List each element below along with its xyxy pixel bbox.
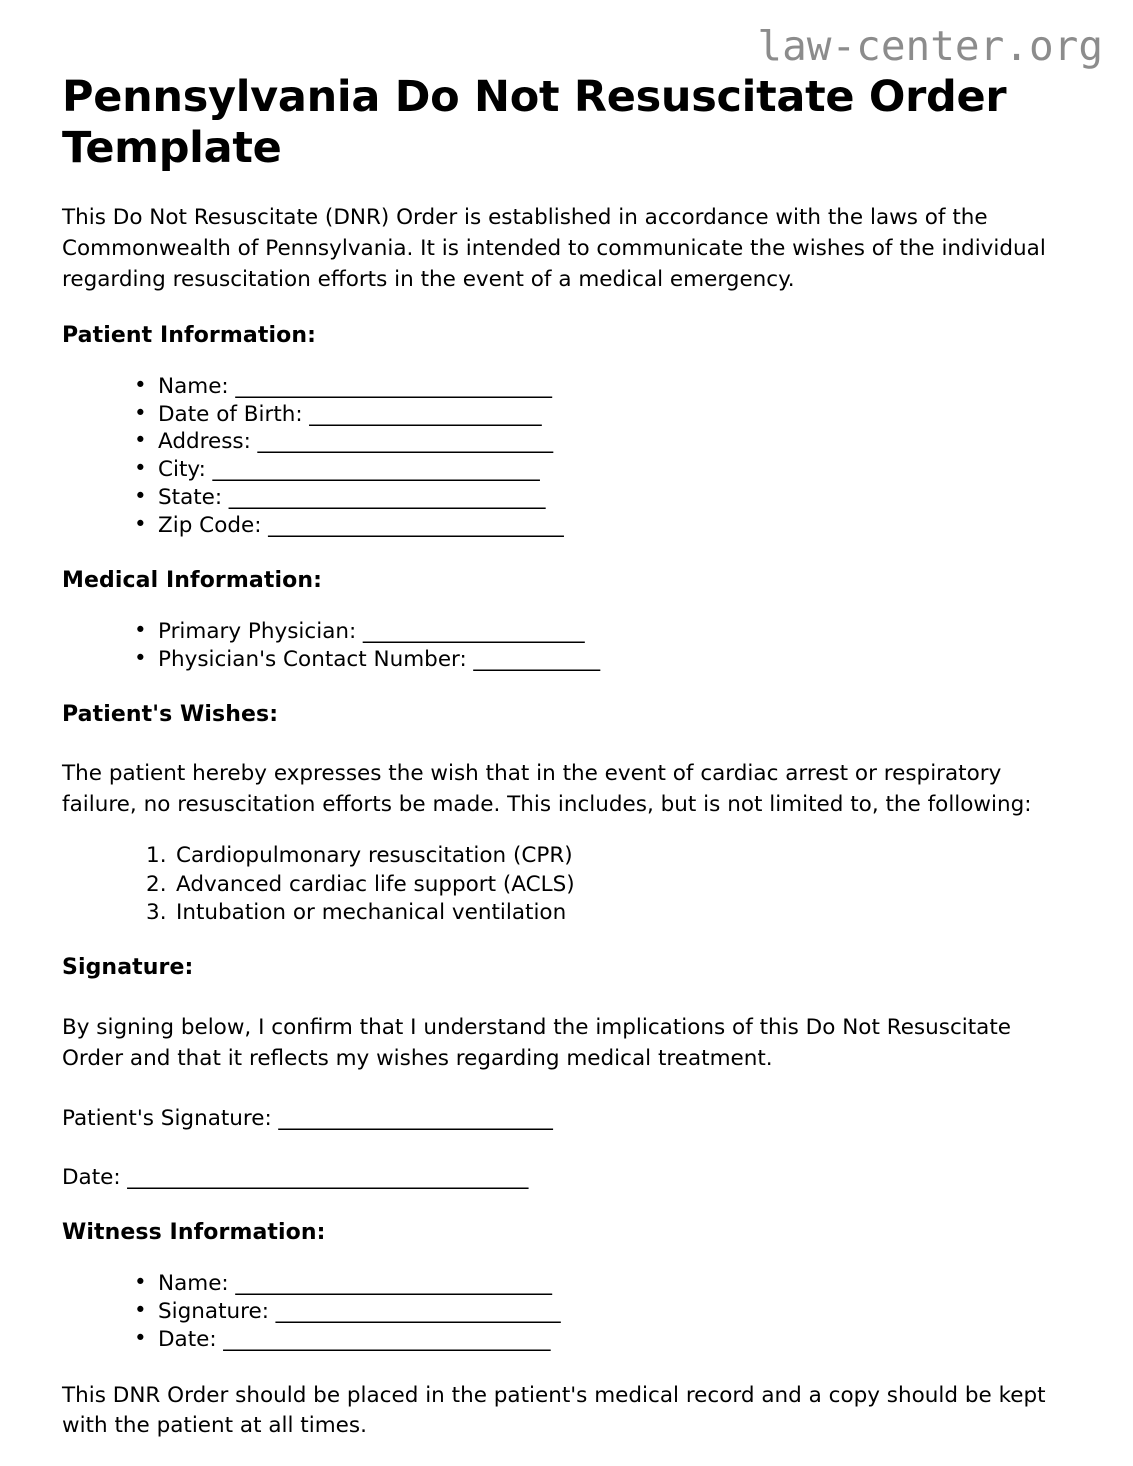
list-item: [134, 618, 1071, 646]
field-blank[interactable]: ______________________________: [228, 1270, 552, 1296]
field-blank[interactable]: ___________________________: [268, 1298, 561, 1324]
spacer: [62, 1074, 1071, 1104]
list-item: Advanced cardiac life support (ACLS): [176, 871, 575, 897]
field-label: Date of Birth:: [158, 401, 303, 427]
signature-date-line: [62, 1163, 1071, 1192]
list-item: Cardiopulmonary resuscitation (CPR): [176, 843, 573, 869]
field-label: Signature:: [158, 1298, 269, 1324]
list-item: [134, 1270, 1071, 1298]
patient-signature-blank[interactable]: __________________________: [271, 1106, 553, 1132]
list-item: Intubation or mechanical ventilation: [176, 900, 567, 926]
field-blank[interactable]: ____________: [466, 646, 600, 672]
patients-wishes-paragraph: The patient hereby expresses the wish that in the event of cardiac arrest or respiratory failure, no resuscitation efforts be made. This includes, but is not limited to, the following:: [62, 761, 1032, 817]
spacer: [62, 351, 1071, 373]
spacer: [62, 596, 1071, 618]
field-blank[interactable]: _____________________: [356, 618, 585, 644]
field-blank[interactable]: ____________________________: [261, 513, 564, 539]
field-label: State:: [158, 485, 223, 511]
intro-paragraph: This Do Not Resuscitate (DNR) Order is established in accordance with the laws of the Commonwealth of Pennsylvania. It is intended to communicate the wishes of the individual regarding resuscitation efforts in the event of a medical emergency.: [62, 205, 1046, 292]
heading-patient-information: Patient Information:: [62, 323, 316, 349]
spacer: [62, 674, 1071, 701]
spacer: [62, 1354, 1071, 1381]
field-label: Primary Physician:: [158, 618, 357, 644]
signature-paragraph: By signing below, I confirm that I understand the implications of this Do Not Resuscitate Order and that it reflects my wishes regarding medical treatment.: [62, 1015, 1012, 1071]
field-blank[interactable]: ____________________________: [250, 429, 553, 455]
field-blank[interactable]: ______________________________: [228, 373, 552, 399]
spacer: [62, 1248, 1071, 1270]
spacer: [62, 927, 1071, 954]
list-item: [134, 484, 1071, 512]
heading-witness-information: Witness Information:: [62, 1220, 326, 1246]
spacer: [62, 1133, 1071, 1163]
patient-information-list: [62, 373, 1071, 541]
patient-signature-label: Patient's Signature:: [62, 1106, 272, 1132]
field-label: Date:: [158, 1326, 217, 1352]
patient-signature-line: [62, 1104, 1071, 1133]
list-item: [134, 428, 1071, 456]
field-label: Physician's Contact Number:: [158, 646, 467, 672]
field-blank[interactable]: ______________________: [302, 401, 542, 427]
list-item: [134, 401, 1071, 429]
spacer: [62, 983, 1071, 1013]
signature-date-label: Date:: [62, 1165, 121, 1191]
witness-information-list: [62, 1270, 1071, 1354]
heading-patients-wishes: Patient's Wishes:: [62, 701, 279, 727]
site-watermark: law-center.org: [757, 22, 1103, 70]
spacer: [62, 1192, 1071, 1219]
field-label: Name:: [158, 373, 229, 399]
spacer: [62, 295, 1071, 322]
list-item: [134, 1326, 1071, 1354]
heading-signature: Signature:: [62, 955, 194, 981]
medical-information-list: [62, 618, 1071, 674]
closing-paragraph: This DNR Order should be placed in the patient's medical record and a copy should be kept with the patient at all times.: [62, 1382, 1046, 1439]
field-label: Address:: [158, 429, 251, 455]
list-item: [134, 1298, 1071, 1326]
field-blank[interactable]: _______________________________: [216, 1326, 551, 1352]
field-label: Zip Code:: [158, 513, 262, 539]
list-item: [134, 646, 1071, 674]
field-blank[interactable]: _______________________________: [205, 457, 540, 483]
spacer: [62, 173, 1071, 203]
spacer: [62, 729, 1071, 759]
patients-wishes-list: [62, 842, 1071, 927]
list-item: [134, 512, 1071, 540]
spacer: [62, 540, 1071, 567]
heading-medical-information: Medical Information:: [62, 568, 322, 594]
field-blank[interactable]: ______________________________: [222, 485, 546, 511]
page-title: Pennsylvania Do Not Resuscitate Order Template: [62, 72, 1007, 173]
list-item: [134, 456, 1071, 484]
list-item: [134, 373, 1071, 401]
spacer: [62, 820, 1071, 842]
signature-date-blank[interactable]: ______________________________________: [120, 1165, 529, 1191]
field-label: Name:: [158, 1270, 229, 1296]
field-label: City:: [158, 457, 206, 483]
